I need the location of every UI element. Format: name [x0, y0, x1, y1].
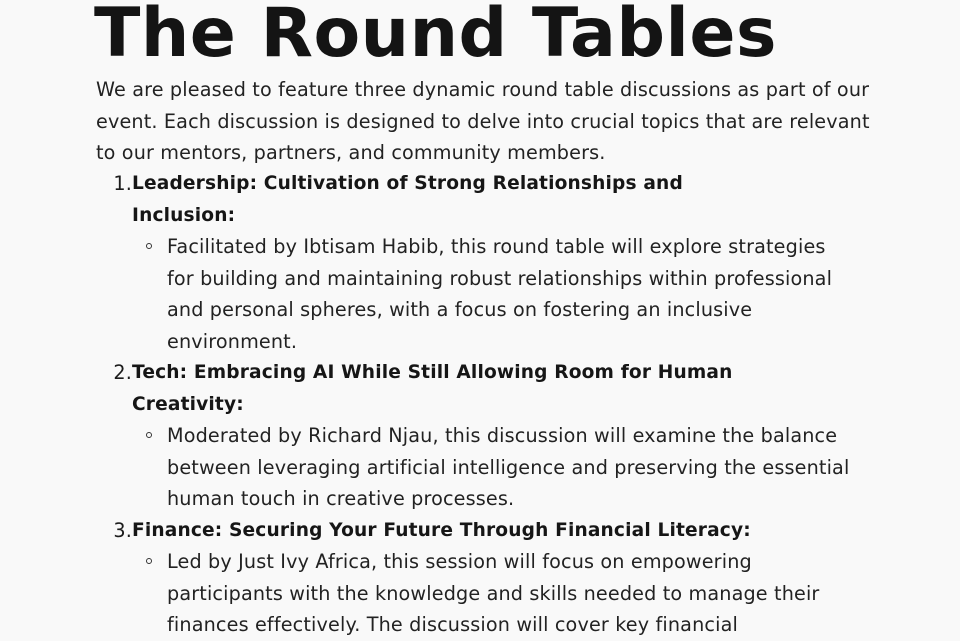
- topic-detail: [132, 231, 857, 357]
- topic-detail: [132, 546, 857, 641]
- bullet-circle-icon: [146, 432, 152, 438]
- list-number: 2.: [113, 361, 132, 384]
- topic-detail-text: Moderated by Richard Njau, this discussion will examine the balance between leveraging artificial intelligence and preserving the essential human touch in creative processes.: [167, 424, 850, 510]
- list-item-leadership: [96, 168, 876, 357]
- topic-heading: Tech: Embracing AI While Still Allowing Room for Human Creativity:: [132, 362, 733, 415]
- intro-paragraph: We are pleased to feature three dynamic round table discussions as part of our event. Each discussion is designed to delve into crucial topics that are relevant to our mentors, partners, and community members.: [96, 78, 870, 164]
- topic-details: [132, 546, 876, 641]
- topic-detail: [132, 420, 857, 515]
- list-item-finance: [96, 515, 876, 641]
- topic-heading: Finance: Securing Your Future Through Financial Literacy:: [132, 519, 751, 541]
- bullet-circle-icon: [146, 243, 152, 249]
- topic-heading: Leadership: Cultivation of Strong Relationships and Inclusion:: [132, 173, 683, 226]
- round-table-list: [96, 168, 876, 641]
- topic-details: [132, 420, 876, 515]
- list-item-tech: [96, 357, 876, 515]
- page-title: The Round Tables: [94, 0, 777, 73]
- list-number: 3.: [113, 518, 132, 542]
- list-number: 1.: [113, 172, 132, 195]
- topic-detail-text: Facilitated by Ibtisam Habib, this round table will explore strategies for building and maintaining robust relationships within professional and personal spheres, with a focus on fostering an inclusive environment.: [167, 235, 833, 353]
- bullet-circle-icon: [146, 558, 152, 564]
- topic-details: [132, 231, 876, 357]
- topic-detail-text: Led by Just Ivy Africa, this session will focus on empowering participants with the knowledge and skills needed to manage their finances effectively. The discussion will cover key financial: [167, 550, 820, 636]
